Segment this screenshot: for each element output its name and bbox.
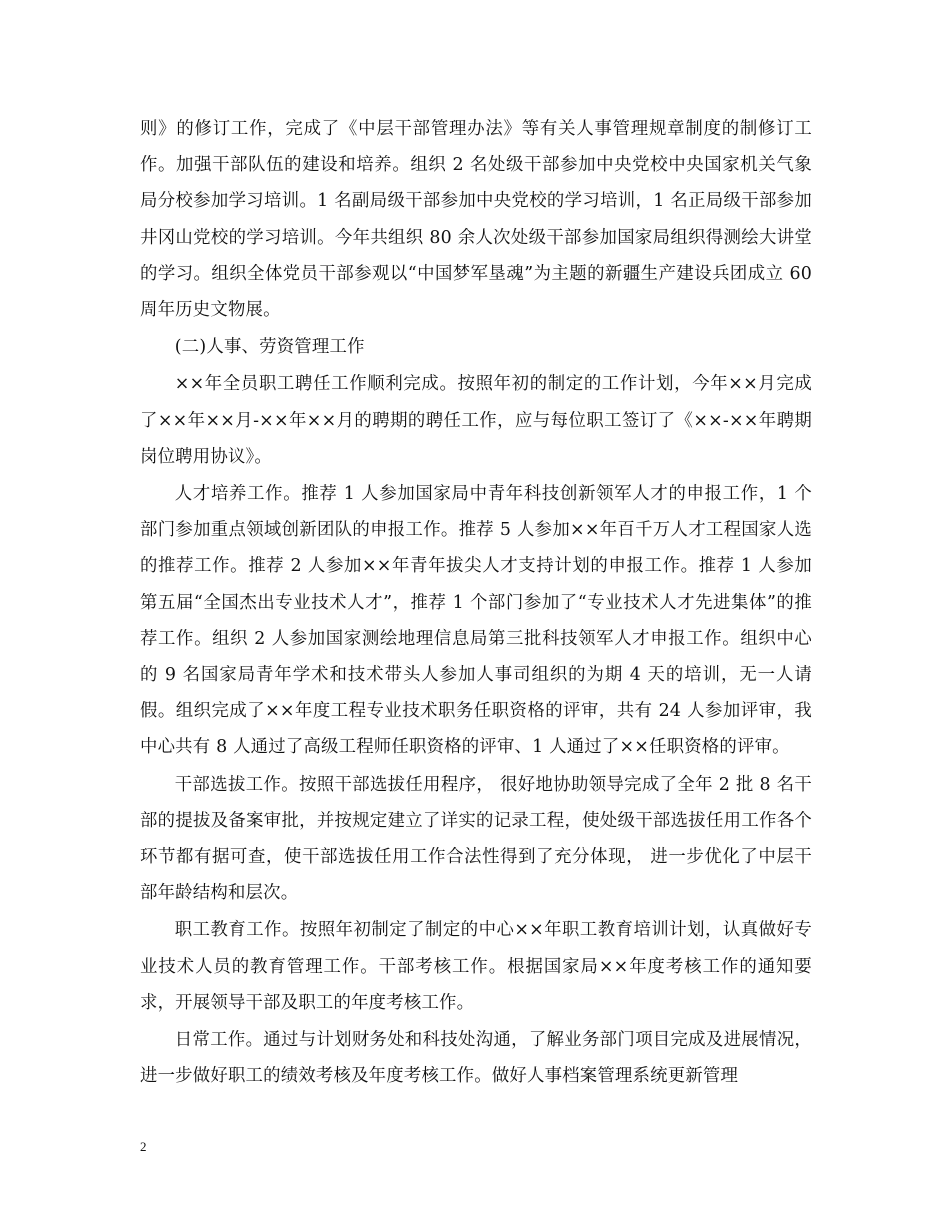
paragraph-staff-education: 职工教育工作。按照年初制定了制定的中心××年职工教育培训计划，认真做好专业技术人员的教育管理工作。干部考核工作。根据国家局××年度考核工作的通知要求，开展领导干部及职工的年度考核工作。: [140, 920, 812, 1013]
paragraph-daily-work: 日常工作。通过与计划财务处和科技处沟通，了解业务部门项目完成及进展情况，进一步做好职工的绩效考核及年度考核工作。做好人事档案管理系统更新管理: [140, 1030, 812, 1087]
document-body: [140, 111, 812, 1095]
paragraph-staff-appointment: ××年全员职工聘任工作顺利完成。按照年初的制定的工作计划，今年××月完成了××年××月-××年××月的聘期的聘任工作，应与每位职工签订了《××-××年聘期岗位聘用协议》。: [140, 374, 812, 467]
section-heading: (二)人事、劳资管理工作: [174, 337, 365, 358]
paragraph-cadre-selection: 干部选拔工作。按照干部选拔任用程序， 很好地协助领导完成了全年 2 批 8 名干部的提拔及备案审批，并按规定建立了详实的记录工程，使处级干部选拔任用工作各个环节都有据可查，使干部选拔任用工作合法性得到了充分体现， 进一步优化了中层干部年龄结构和层次。: [140, 774, 812, 904]
page-number: 2: [140, 1139, 147, 1154]
paragraph-talent-training: 人才培养工作。推荐 1 人参加国家局中青年科技创新领军人才的申报工作，1 个部门参加重点领域创新团队的申报工作。推荐 5 人参加××年百千万人才工程国家人选的推荐工作。推荐 2 人参加××年青年拔尖人才支持计划的申报工作。推荐 1 人参加第五届“全国杰出专业技术人才”，推荐 1 个部门参加了“专业技术人才先进集体”的推荐工作。组织 2 人参加国家测绘地理信息局第三批科技领军人才申报工作。组织中心的 9 名国家局青年学术和技术带头人参加人事司组织的为期 4 天的培训，无一人请假。组织完成了××年度工程专业技术职务任职资格的评审，共有 24 人参加评审，我中心共有 8 人通过了高级工程师任职资格的评审、1 人通过了××任职资格的评审。: [140, 484, 812, 758]
paragraph-continuation: 则》的修订工作，完成了《中层干部管理办法》等有关人事管理规章制度的制修订工作。加强干部队伍的建设和培养。组织 2 名处级干部参加中央党校中央国家机关气象局分校参加学习培训。1 名副局级干部参加中央党校的学习培训，1 名正局级干部参加井冈山党校的学习培训。今年共组织 80 余人次处级干部参加国家局组织得测绘大讲堂的学习。组织全体党员干部参观以“中国梦军垦魂”为主题的新疆生产建设兵团成立 60 周年历史文物展。: [140, 119, 812, 321]
